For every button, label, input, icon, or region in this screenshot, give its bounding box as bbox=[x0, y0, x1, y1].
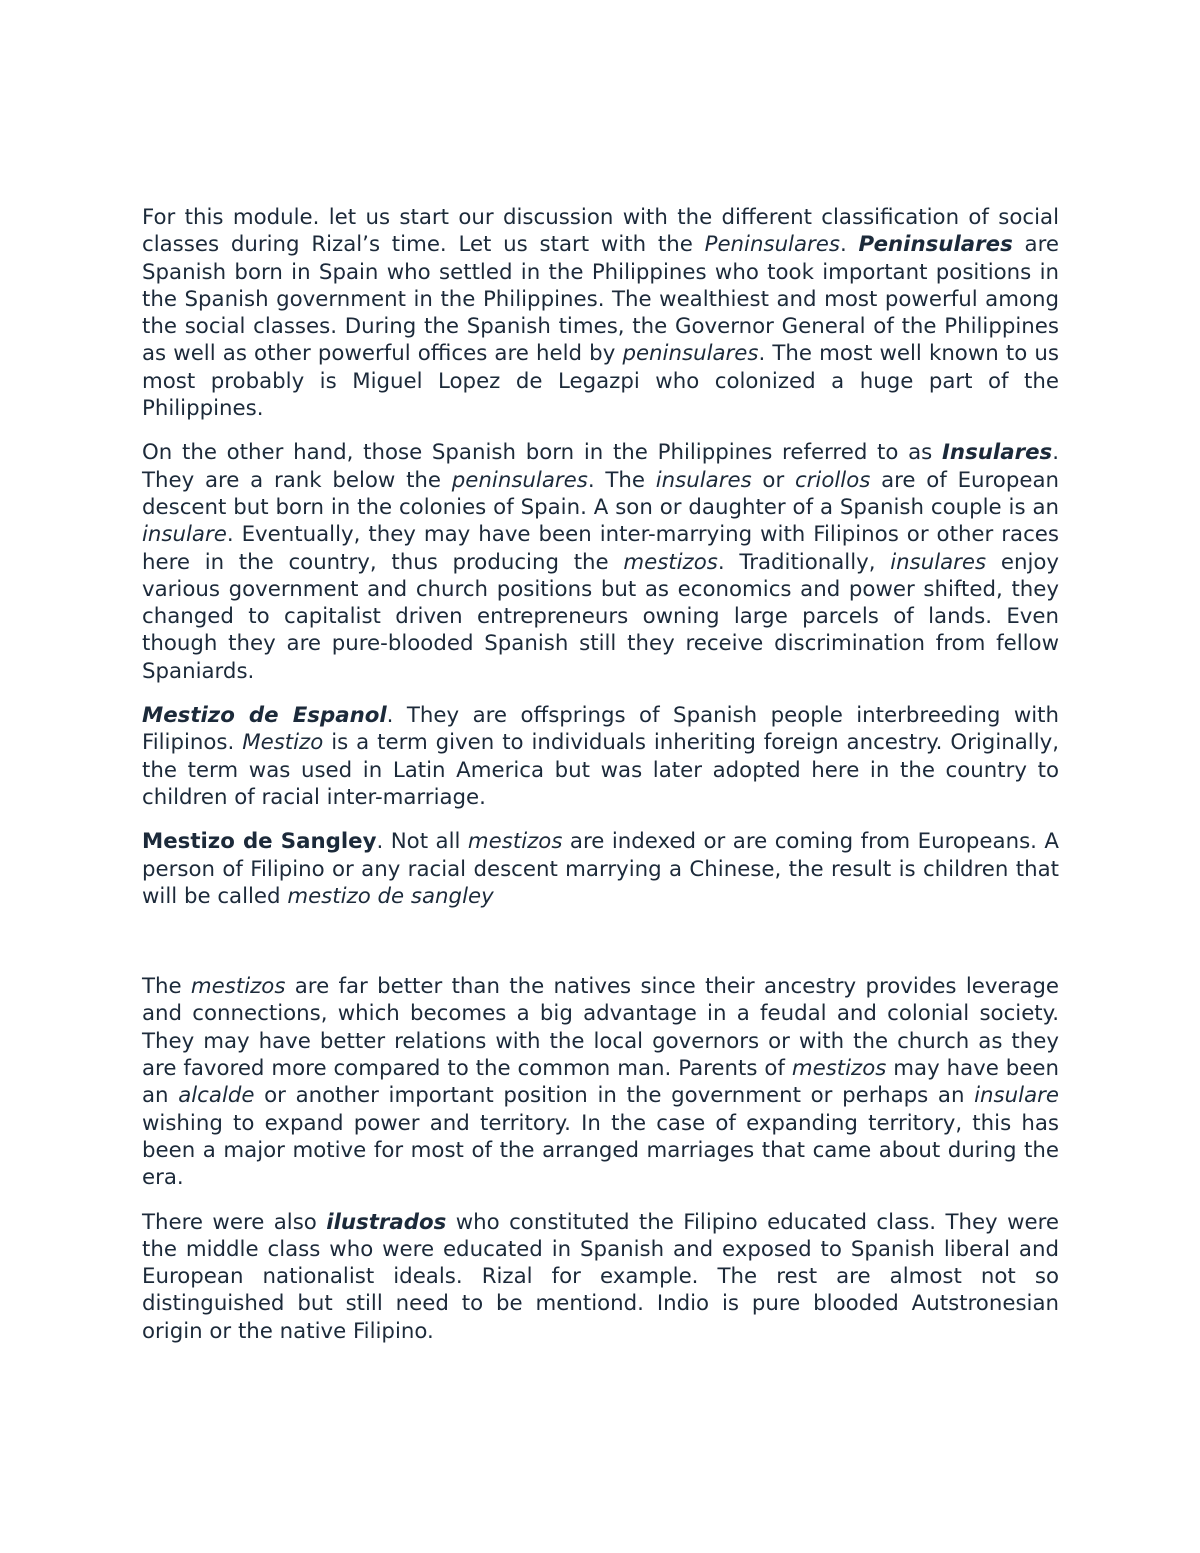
text-run: . They are offsprings of Spanish people interbreeding with Filipinos. bbox=[142, 703, 1059, 756]
emphasized-term: insulares bbox=[655, 467, 752, 493]
emphasized-term: insulare bbox=[974, 1083, 1059, 1109]
emphasized-term: mestizos bbox=[791, 1056, 887, 1082]
paragraph-mestizo-de-espanol bbox=[142, 702, 1059, 811]
emphasized-term: alcalde bbox=[178, 1083, 255, 1109]
text-run: wishing to expand power and territory. In the case of expanding territory, this has been a major motive for most of the arranged marriages that came about during the era. bbox=[142, 1110, 1059, 1191]
text-run: On the other hand, those Spanish born in the Philippines referred to as bbox=[142, 440, 942, 466]
emphasized-term: mestizos bbox=[623, 549, 718, 575]
text-run: . The most well known to us most probably is Miguel Lopez de Legazpi who colonized a huge part of the Philippines. bbox=[142, 341, 1059, 422]
text-run: or bbox=[751, 467, 795, 493]
text-run: There were also bbox=[142, 1209, 327, 1235]
emphasized-term: Mestizo bbox=[242, 730, 324, 756]
emphasized-term: peninsulares bbox=[622, 341, 759, 367]
emphasized-term: mestizos bbox=[467, 829, 563, 855]
text-run: . Eventually, they may have been inter-marrying with Filipinos or other races here in the country, thus producing the bbox=[142, 522, 1059, 575]
emphasized-term: mestizos bbox=[190, 974, 286, 1000]
text-run: are Spanish born in Spain who settled in the Philippines who took important positions in the Spanish government in the Philippines. The wealthiest and most powerful among the social classes. During the Spanish times, the Governor General of the Philippines as well as other powerful offices are held by bbox=[142, 232, 1059, 367]
document-body bbox=[142, 204, 1059, 1362]
text-run: who constituted the Filipino educated class. They were the middle class who were educated in Spanish and exposed to Spanish liberal and European nationalist ideals. Rizal for example. The rest are almost not so distinguished but still need to be mentiond. Indio is pure blooded Autstronesian origin or the native Filipino. bbox=[142, 1209, 1059, 1344]
emphasized-term: mestizo de sangley bbox=[287, 883, 494, 909]
text-run: . Traditionally, bbox=[717, 549, 891, 575]
text-run: are far better than the natives since their ancestry provides leverage and connections, which becomes a big advantage in a feudal and colonial society. They may have better relations with the local governors or with the church as they are favored more compared to the common man. Parents of bbox=[142, 974, 1059, 1082]
paragraph-mestizos-advantage bbox=[142, 973, 1059, 1191]
paragraph-mestizo-de-sangley bbox=[142, 828, 1059, 910]
text-run: . They are a rank below the bbox=[142, 440, 1059, 493]
emphasized-term: Mestizo de Sangley bbox=[142, 829, 377, 855]
text-run: are indexed or are coming from Europeans. A person of Filipino or any racial descent marrying a Chinese, the result is children that will be called bbox=[142, 829, 1059, 909]
text-run: The bbox=[142, 974, 191, 1000]
emphasized-term: insulare bbox=[142, 522, 227, 548]
paragraph-insulares bbox=[142, 439, 1059, 685]
emphasized-term: insulares bbox=[890, 549, 987, 575]
text-run: is a term given to individuals inheriting foreign ancestry. Originally, the term was used in Latin America but was later adopted here in the country to children of racial inter-marriage. bbox=[142, 730, 1059, 810]
paragraph-ilustrados bbox=[142, 1209, 1059, 1345]
text-run: . bbox=[839, 232, 859, 258]
text-run: enjoy various government and church positions but as economics and power shifted, they changed to capitalist driven entrepreneurs owning large parcels of lands. Even though they are pure-blooded Spanish still they receive discrimination from fellow Spaniards. bbox=[142, 549, 1059, 684]
emphasized-term: ilustrados bbox=[326, 1209, 447, 1235]
emphasized-term: Peninsulares bbox=[704, 232, 840, 258]
paragraph-peninsulares bbox=[142, 204, 1059, 422]
text-run: or another important position in the government or perhaps an bbox=[254, 1083, 975, 1109]
text-run: . The bbox=[587, 467, 656, 493]
text-run: are of European descent but born in the colonies of Spain. A son or daughter of a Spanish couple is an bbox=[142, 467, 1060, 520]
text-run: For this module. let us start our discussion with the different classification of social classes during Rizal’s time. Let us start with the bbox=[142, 205, 1059, 258]
emphasized-term: Insulares bbox=[942, 440, 1053, 466]
emphasized-term: criollos bbox=[794, 467, 871, 493]
text-run: may have been an bbox=[142, 1056, 1060, 1109]
emphasized-term: Peninsulares bbox=[858, 232, 1013, 258]
emphasized-term: Mestizo de Espanol bbox=[142, 703, 387, 729]
emphasized-term: peninsulares bbox=[451, 467, 588, 493]
text-run: . Not all bbox=[376, 829, 468, 855]
